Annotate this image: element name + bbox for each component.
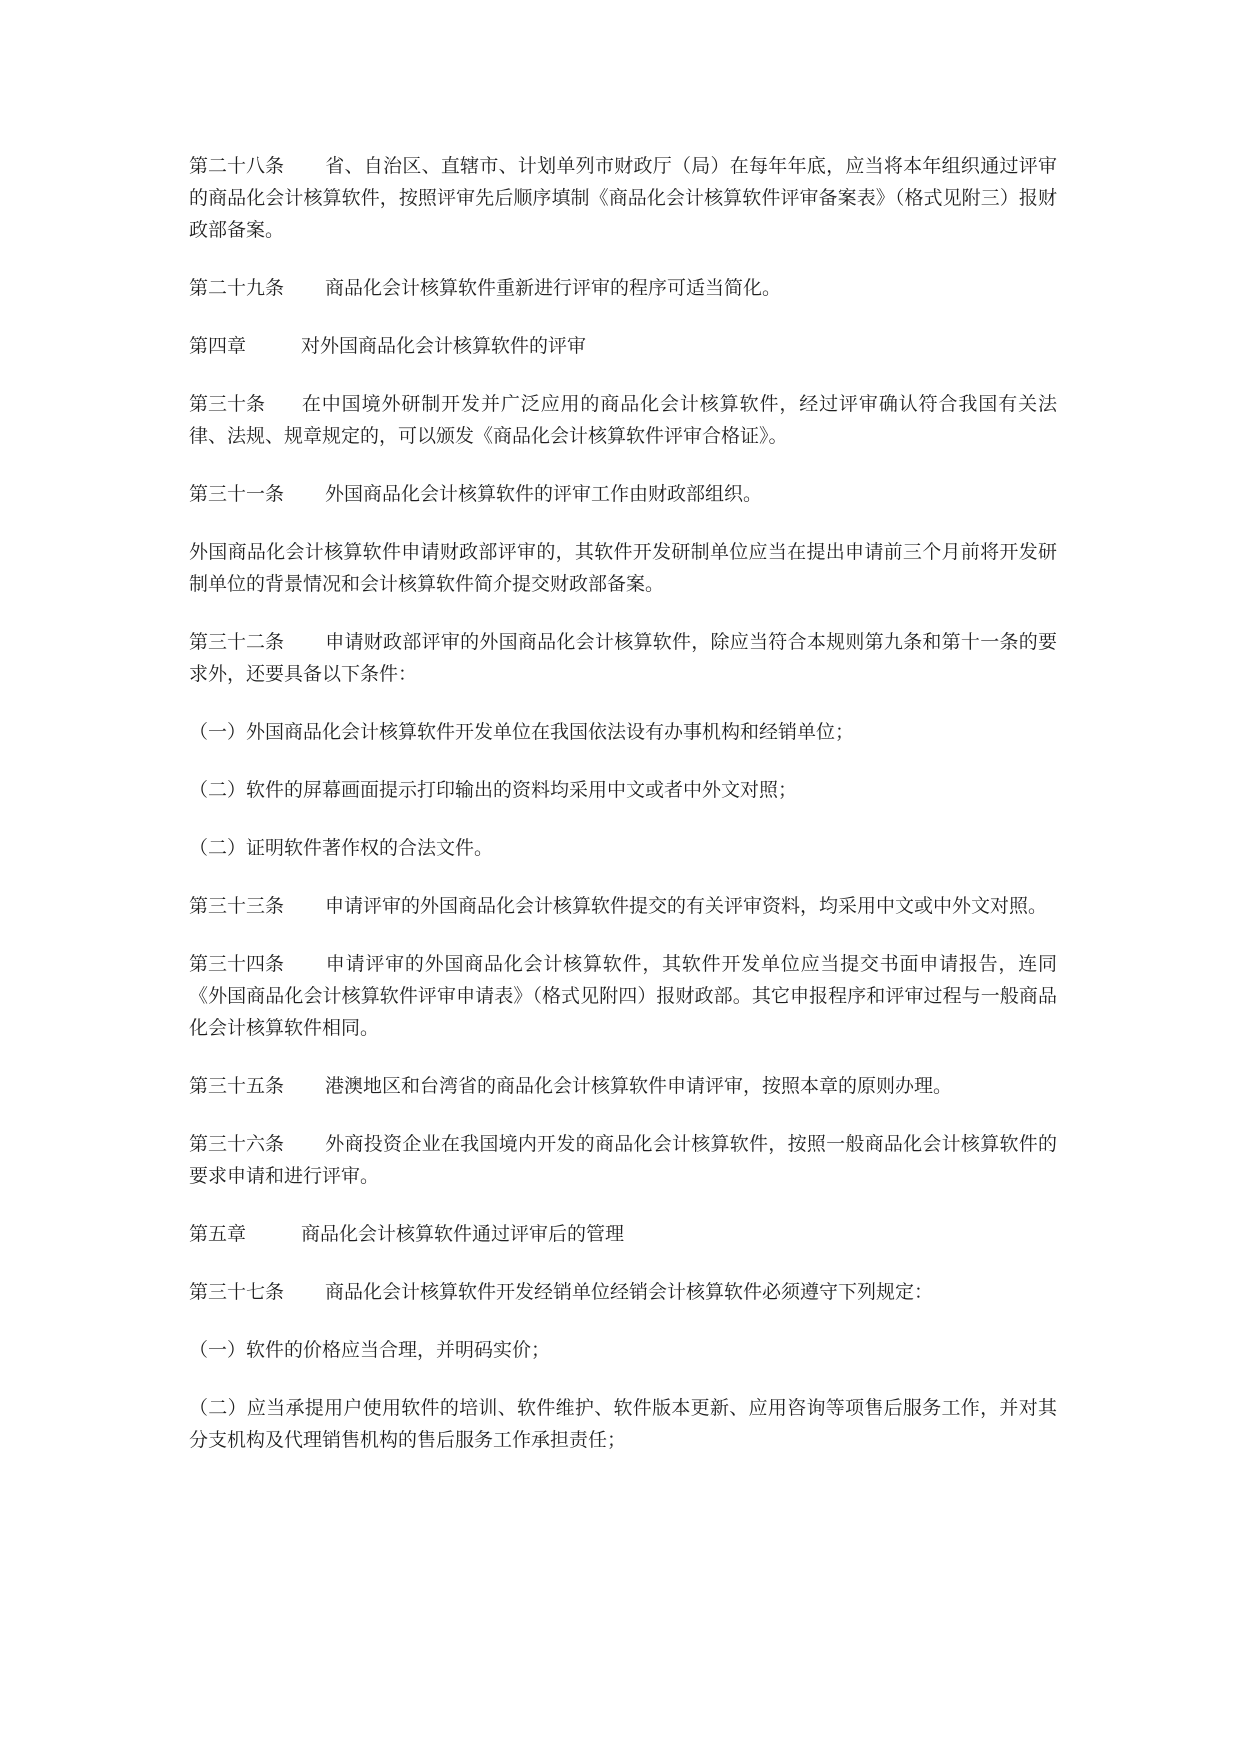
article-28 [189, 150, 1057, 246]
article-label: 第三十一条 [189, 483, 285, 505]
chapter-label: 第五章 [189, 1223, 247, 1245]
chapter-5-heading [189, 1218, 1057, 1250]
chapter-title: 对外国商品化会计核算软件的评审 [301, 335, 587, 357]
article-text: 港澳地区和台湾省的商品化会计核算软件申请评审，按照本章的原则办理。 [325, 1075, 953, 1097]
article-label: 第三十三条 [189, 895, 285, 917]
article-label: 第三十五条 [189, 1075, 285, 1097]
article-label: 第三十六条 [189, 1133, 285, 1155]
article-label: 第二十八条 [189, 155, 285, 177]
article-text: 在中国境外研制开发并广泛应用的商品化会计核算软件，经过评审确认符合我国有关法律、法规、规章规定的，可以颁发《商品化会计核算软件评审合格证》。 [189, 393, 1057, 447]
article-label: 第三十条 [189, 393, 266, 415]
paragraph-text: 外国商品化会计核算软件申请财政部评审的，其软件开发研制单位应当在提出申请前三个月前将开发研制单位的背景情况和会计核算软件简介提交财政部备案。 [189, 541, 1057, 595]
article-text: 申请评审的外国商品化会计核算软件提交的有关评审资料，均采用中文或中外文对照。 [325, 895, 1048, 917]
list-item: （二）证明软件著作权的合法文件。 [189, 837, 494, 859]
chapter-4-heading [189, 330, 1057, 362]
article-33 [189, 890, 1057, 922]
list-item: （一）外国商品化会计核算软件开发单位在我国依法设有办事机构和经销单位； [189, 721, 855, 743]
article-35 [189, 1070, 1057, 1102]
article-text: 外国商品化会计核算软件的评审工作由财政部组织。 [325, 483, 763, 505]
article-label: 第二十九条 [189, 277, 285, 299]
list-item: （一）软件的价格应当合理，并明码实价； [189, 1339, 551, 1361]
article-label: 第三十四条 [189, 953, 285, 975]
article-34 [189, 948, 1057, 1044]
article-label: 第三十七条 [189, 1281, 285, 1303]
article-29 [189, 272, 1057, 304]
article-text: 省、自治区、直辖市、计划单列市财政厅（局）在每年年底，应当将本年组织通过评审的商品化会计核算软件，按照评审先后顺序填制《商品化会计核算软件评审备案表》（格式见附三）报财政部备案。 [189, 155, 1057, 241]
article-text: 申请评审的外国商品化会计核算软件，其软件开发单位应当提交书面申请报告，连同《外国商品化会计核算软件评审申请表》（格式见附四）报财政部。其它申报程序和评审过程与一般商品化会计核算软件相同。 [189, 953, 1057, 1039]
article-text: 申请财政部评审的外国商品化会计核算软件，除应当符合本规则第九条和第十一条的要求外，还要具备以下条件： [189, 631, 1057, 685]
article-37 [189, 1276, 1057, 1308]
article-31 [189, 478, 1057, 510]
document-body [189, 150, 1057, 1482]
chapter-label: 第四章 [189, 335, 247, 357]
article-32 [189, 626, 1057, 690]
article-label: 第三十二条 [189, 631, 285, 653]
article-text: 商品化会计核算软件重新进行评审的程序可适当简化。 [325, 277, 782, 299]
article-text: 外商投资企业在我国境内开发的商品化会计核算软件，按照一般商品化会计核算软件的要求申请和进行评审。 [189, 1133, 1057, 1187]
article-36 [189, 1128, 1057, 1192]
list-item: （二）软件的屏幕画面提示打印输出的资料均采用中文或者中外文对照； [189, 779, 798, 801]
chapter-title: 商品化会计核算软件通过评审后的管理 [301, 1223, 625, 1245]
article-text: 商品化会计核算软件开发经销单位经销会计核算软件必须遵守下列规定： [325, 1281, 934, 1303]
article-30 [189, 388, 1057, 452]
list-item: （二）应当承提用户使用软件的培训、软件维护、软件版本更新、应用咨询等项售后服务工作，并对其分支机构及代理销售机构的售后服务工作承担责任； [189, 1397, 1057, 1451]
